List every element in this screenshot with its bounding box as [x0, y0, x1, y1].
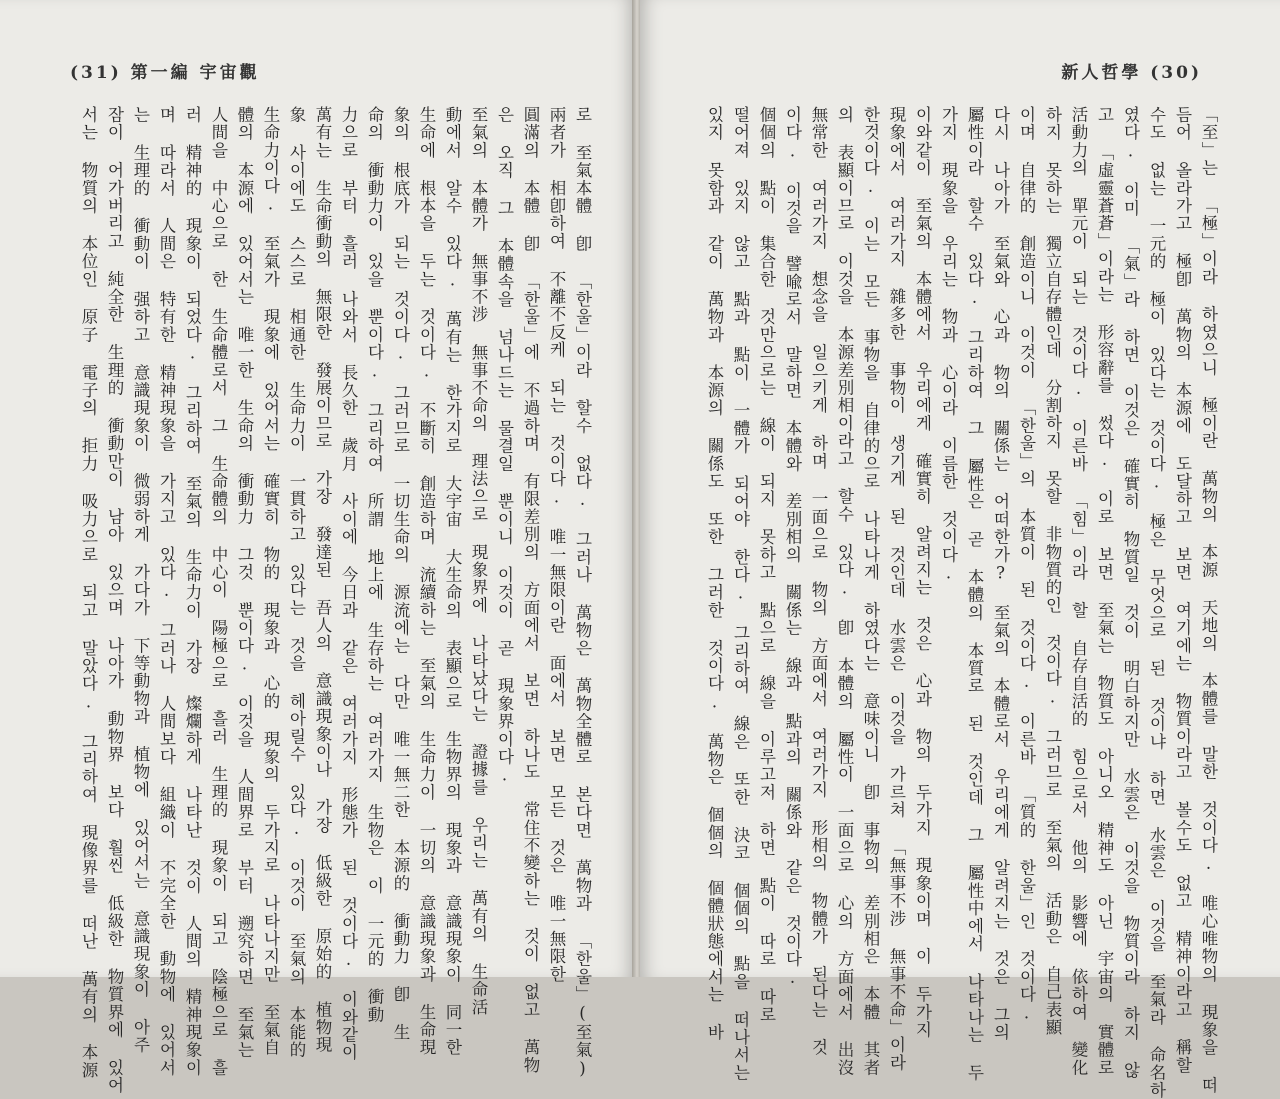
text-column: 至氣의 本體가 無事不涉 無事不命의 理法으로 現象界에 나타났다는 證據를 우리는 萬有의 生命活 — [469, 106, 488, 1016]
text-column: 였다. 이미 「氣」라 하면 이것은 確實히 物質일 것이 明白하지만 水雲은 이것을 物質이라 하지 않 — [1121, 106, 1140, 1080]
text-column: 象의 根底가 되는 것이다. 그러므로 一切生命의 源流에는 다만 唯一無二한 本源的 衝動力 卽 生 — [391, 106, 410, 1042]
text-column: 하지 못하는 獨立自存體인데 分割하지 못할 非物質的인 것이다. 그러므로 至氣의 活動은 自己表顯 — [1043, 106, 1062, 1037]
text-column: 은 오직 그 本體속을 넘나드는 물결일 뿐이니 이것이 곧 現象界이다. — [495, 106, 514, 786]
text-column: 力으로 부터 흘러 나와서 長久한 歲月 사이에 今日과 같은 여러가지 形態가 된 것이다. 이와같이 — [339, 106, 358, 1062]
text-column: 고 「虛靈蒼蒼」이라는 形容辭를 썼다. 이로 보면 至氣는 物質도 아니오 精神도 아닌 宇宙의 實體로 — [1095, 106, 1114, 1077]
text-column: 이와같이 至氣의 本體에서 우리에게 確實히 알려지는 것은 心과 物의 두가지 現象이며 이 두가지 — [913, 106, 932, 1039]
text-column: 떨어져 있지 않고 點과 點이 一體가 되어야 한다. 그리하여 線은 또한 決코 個個의 點을 떠나서는 — [731, 106, 750, 1082]
text-column: 잠이 어가버리고 純全한 生理的 衝動만이 남아 있으며 나아가 動物界 보다 훨씬 低級한 物質界에 있어 — [105, 106, 124, 1095]
text-column: 의 表顯이므로 이것을 本源差別相이라고 할수 있다. 卽 本體의 屬性이 一面으로 心의 方面에서 出沒 — [835, 106, 854, 1077]
text-column: 生命에 根本을 두는 것이다. 不斷히 創造하며 流續하는 至氣의 生命力이 一切의 意識現象과 生命現 — [417, 106, 436, 1057]
text-column: 人間을 中心으로 한 生命體로서 그 生命體의 中心이 陽極으로 흘러 生理的 現象이 되고 陰極으로 흘 — [209, 106, 228, 1077]
text-column: 한것이다. 이는 모든 事物을 自律的으로 나타나게 하였다는 意味이니 卽 事物의 差別相은 本體 其者 — [861, 106, 880, 1077]
text-column: 現象에서 여러가지 雜多한 事物이 생기게 된 것인데 水雲은 이것을 가르쳐 「無事不涉 無事不命」이라 — [887, 106, 906, 1072]
text-column: 兩者가 相卽하여 不離不反케 되는 것이다. 唯一無限이란 面에서 보면 모든 것은 唯一無限한 — [547, 106, 566, 984]
text-column: 個個의 點이 集合한 것만으로는 線이 되지 못하고 點으로 線을 이루고저 하면 點이 따로 따로 — [757, 106, 776, 1024]
text-column: 生命力이다. 至氣가 現象에 있어서는 確實히 物的 現象과 心的 現象의 두가지로 나타나지만 至氣自 — [261, 106, 280, 1057]
text-column: 萬有는 生命衝動의 無限한 發展이므로 가장 發達된 吾人의 意識現象이나 가장 低級한 原始的 植物現 — [313, 106, 332, 1054]
text-column: 命의 衝動力이 있을 뿐이다. 그리하여 所謂 地上에 生存하는 여러가지 生物은 이 一元的 衝動 — [365, 106, 384, 1024]
text-column: 이다. 이것을 譬喩로서 말하면 本體와 差別相의 關係는 線과 點과의 關係와 같은 것이다. — [783, 106, 802, 989]
text-column: 는 生理的 衝動이 强하고 意識現象이 微弱하게 가다가 下等動物과 植物에 있어서는 意識現象이 아주 — [131, 106, 150, 1054]
text-column: 로 至氣本體 卽 「한울」이라 할수 없다. 그러나 萬物은 萬物全體로 본다면 萬物과 「한울」(至氣) — [573, 106, 592, 1080]
right-page — [640, 0, 1280, 1099]
text-column: 圓滿의 本體 卽 「한울」에 不過하며 有限差別의 方面에서 보면 하나도 常住不變하는 것이 없고 萬物 — [521, 106, 540, 1075]
text-column: 가지 現象을 우리는 物과 心이라 이름한 것이다. — [939, 106, 958, 584]
text-column: 屬性이라 할수 있다. 그리하여 그 屬性은 곧 本體의 本質로 된 것인데 그 屬性中에서 나타나는 두 — [965, 106, 984, 1082]
text-column: 다시 나아가 至氣와 心과 物의 關係는 어떠한가? 至氣의 本體로서 우리에게 알려지는 것은 그의 — [991, 106, 1010, 1042]
left-page-header: (31) 第一編 宇宙觀 — [70, 63, 260, 83]
text-column: 있지 못함과 같이 萬物과 本源의 關係도 또한 그러한 것이다. 萬物은 個個의 個體狀態에서는 바 — [705, 106, 724, 1042]
text-column: 無常한 여러가지 想念을 일으키게 하며 一面으로 物의 方面에서 여러가지 形相의 物體가 된다는 것 — [809, 106, 828, 1057]
text-column: 象 사이에도 스스로 相通한 生命力이 一貫하고 있다는 것을 헤아릴수 있다. 이것이 至氣의 本能的 — [287, 106, 306, 1059]
right-page-header: 新人哲學 (30) — [1061, 63, 1202, 83]
text-column: 수도 없는 一元的 極이 있다는 것이다. 極은 무엇으로 된 것이냐 하면 水雲은 이것을 至氣라 命名하 — [1147, 106, 1166, 1099]
right-page-text — [696, 106, 1218, 1099]
text-column: 活動力의 單元이 되는 것이다. 이른바 「힘」이라 할 自存自活的 힘으로서 他의 影響에 依하여 變化 — [1069, 106, 1088, 1077]
text-column: 「至」는 「極」이라 하였으니 極이란 萬物의 本源 天地의 本體를 말한 것이다. 唯心唯物의 現象을 떠 — [1199, 106, 1218, 1095]
text-column: 러 精神的 現象이 되었다. 그리하여 至氣의 生命力이 가장 燦爛하게 나타난 것이 人間의 精神現象이 — [183, 106, 202, 1077]
text-column: 서는 物質의 本位인 原子 電子의 拒力 吸力으로 되고 말았다. 그리하여 現像界를 떠난 萬有의 本源 — [79, 106, 98, 1080]
text-column: 며 따라서 人間은 特有한 精神現象을 가지고 있다. 그러나 人間보다 組織이 不完全한 動物에 있어서 — [157, 106, 176, 1077]
text-column: 이며 自律的 創造이니 이것이 「한울」의 本質이 된 것이다. 이른바 「質的 한울」인 것이다. — [1017, 106, 1036, 1024]
left-page-text — [52, 106, 592, 1095]
text-column: 體의 本源에 있어서는 唯一한 生命의 衝動力 그것 뿐이다. 이것을 人間界로 부터 遡究하면 至氣는 — [235, 106, 254, 1059]
text-column: 듬어 올라가고 極卽 萬物의 本源에 도달하고 보면 여기에는 物質이라고 볼수도 없고 精神이라고 稱할 — [1173, 106, 1192, 1075]
text-column: 動에서 알수 있다. 萬有는 한가지로 大宇宙 大生命의 表顯으로 生物界의 現象과 意識現象이 同一한 — [443, 106, 462, 1057]
left-page — [0, 0, 634, 1095]
